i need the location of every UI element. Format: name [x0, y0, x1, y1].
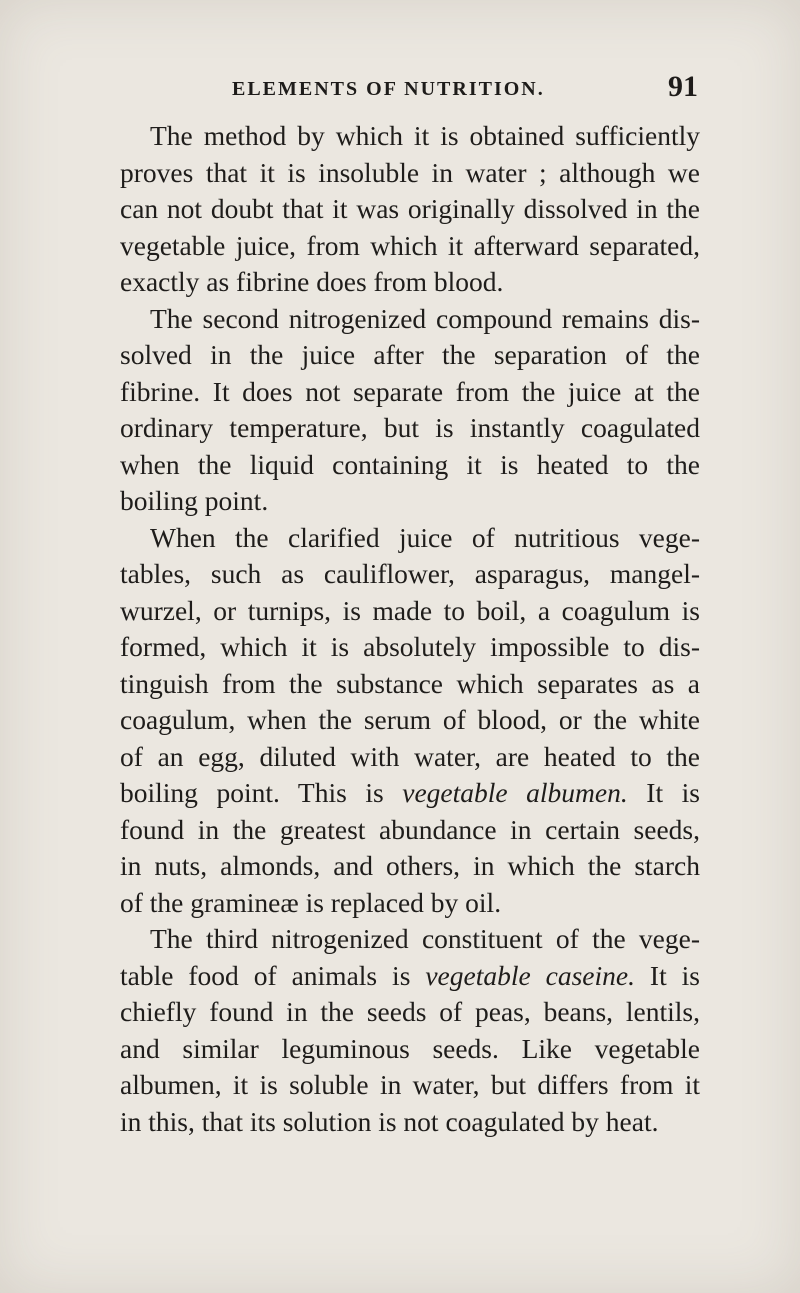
italic-term-vegetable-albumen: vegetable albumen. [402, 777, 628, 808]
text-line: in nuts, almonds, and others, in which the starch [120, 850, 700, 881]
text-line [120, 958, 700, 995]
text-line: The method by which it is obtained sufficiently [150, 120, 700, 151]
text-line: fibrine. It does not separate from the juice at the [120, 375, 700, 407]
text-line: and similar leguminous seeds. Like vegetable [120, 1032, 700, 1064]
text-line: of the gramineæ is replaced by oil. [120, 886, 502, 918]
text-line: wurzel, or turnips, is made to boil, a coagulum is [120, 594, 700, 626]
text-line: The second nitrogenized compound remains dis- [150, 302, 700, 334]
text-line: coagulum, when the serum of blood, or the white [120, 704, 700, 735]
text-line: albumen, it is soluble in water, but differs from it [120, 1069, 700, 1100]
text-line: When the clarified juice of nutritious vege- [150, 521, 700, 553]
text-line: tables, such as cauliflower, asparagus, mangel- [120, 558, 700, 589]
text-line: can not doubt that it was originally dissolved in the [120, 193, 700, 224]
text-line [120, 775, 700, 812]
text-line: proves that it is insoluble in water ; although we [120, 156, 700, 188]
body-text [120, 118, 700, 1140]
text-line: of an egg, diluted with water, are heated to the [120, 740, 700, 772]
text-line: ordinary temperature, but is instantly coagulated [120, 412, 700, 443]
running-title: ELEMENTS OF NUTRITION. [232, 78, 545, 100]
text-line: found in the greatest abundance in certain seeds, [120, 813, 700, 845]
text-line: in this, that its solution is not coagulated by heat. [120, 1105, 659, 1137]
text-segment: It is [627, 777, 700, 808]
italic-term-vegetable-caseine: vegetable caseine. [425, 959, 635, 991]
page-number: 91 [668, 70, 698, 103]
text-segment: table food of animals is [120, 959, 426, 991]
text-line: formed, which it is absolutely impossible to dis- [120, 631, 700, 662]
text-segment: boiling point. This is [120, 777, 403, 808]
page-header [120, 70, 700, 110]
text-line: vegetable juice, from which it afterward separated, [120, 229, 700, 261]
text-line: when the liquid containing it is heated to the [120, 448, 700, 480]
text-segment: It is [634, 959, 701, 991]
text-line: tinguish from the substance which separates as a [120, 667, 700, 699]
text-line: The third nitrogenized constituent of the vege- [150, 923, 700, 954]
text-line: solved in the juice after the separation of the [120, 339, 700, 370]
text-line: boiling point. [120, 485, 269, 516]
text-line: exactly as fibrine does from blood. [120, 266, 504, 297]
text-line: chiefly found in the seeds of peas, beans, lentils, [120, 996, 700, 1027]
